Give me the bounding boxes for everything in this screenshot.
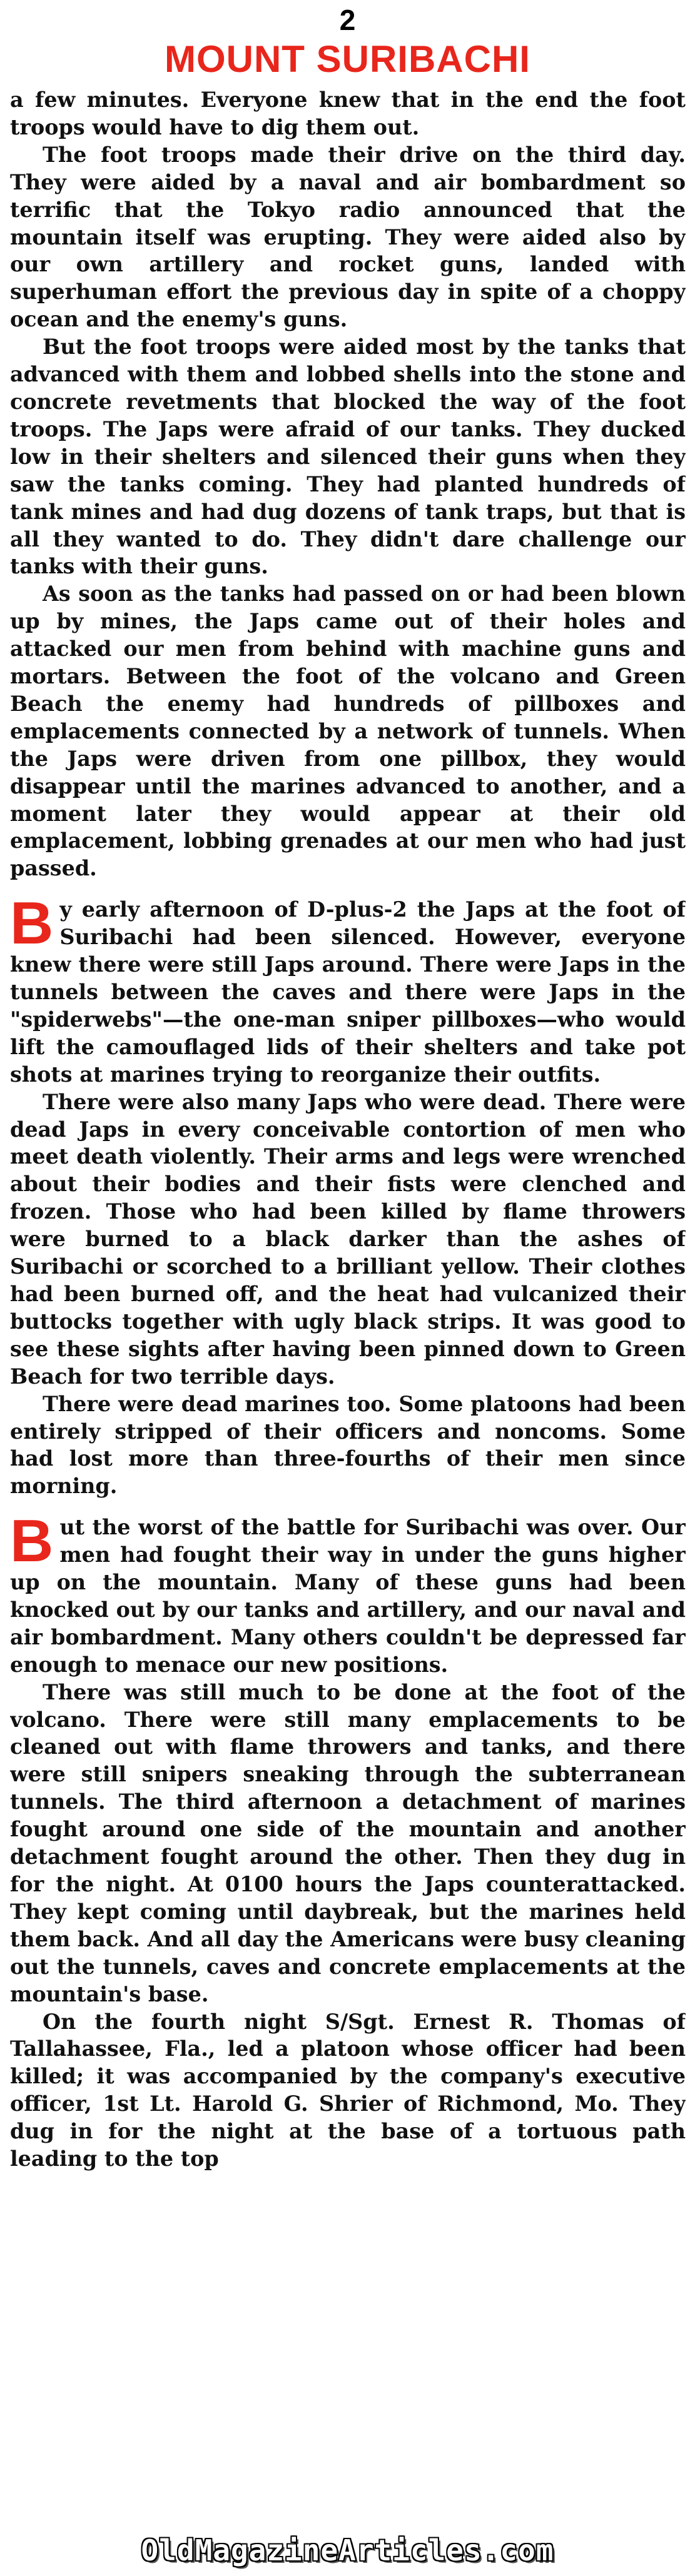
paragraph: There was still much to be done at the foot of the volcano. There were still many emplacements to be cleaned out with flame throwers and tanks, and there were still snipers sneaking through the subterranean tunnels. The third afternoon a detachment of marines fought around one side of the mountain and another detachment fought around the other. Then they dug in for the night. At 0100 hours the Japs counterattacked. They kept coming until daybreak, but the marines held them back. And all day the Americans were busy cleaning out the tunnels, caves and concrete emplacements at the mountain's base. xyxy=(10,1679,686,2006)
paragraph: The foot troops made their drive on the third day. They were aided by a naval and air bombardment so terrific that the Tokyo radio announced that the mountain itself was erupting. They were aided also by our own artillery and rocket guns, landed with superhuman effort the previous day in spite of a choppy ocean and the enemy's guns. xyxy=(10,142,686,332)
paragraph: On the fourth night S/Sgt. Ernest R. Thomas of Tallahassee, Fla., led a platoon whose officer had been killed; it was accompanied by the company's executive officer, 1st Lt. Harold G. Shrier of Richmond, Mo. They dug in for the night at the base of a tortuous path leading to the top xyxy=(10,2009,686,2171)
page-number: 2 xyxy=(339,4,356,36)
section-paragraph-d-plus-2 xyxy=(10,890,686,1088)
paragraph-text: y early afternoon of D-plus-2 the Japs at the foot of Suribachi had been silenced. However, everyone knew there were still Japs around. There were Japs in the tunnels between the caves and there were Japs in the "spiderwebs"—the one-man sniper pillboxes—who would lift the camouflaged lids of their shelters and take pot shots at marines trying to reorganize their outfits. xyxy=(10,897,686,1087)
drop-cap: B xyxy=(10,890,54,957)
paragraph: There were also many Japs who were dead. There were dead Japs in every conceivable contortion of men who meet death violently. Their arms and legs were wrenched about their bodies and their fists were clenched and frozen. Those who had been killed by flame throwers were burned to a black darker than the ashes of Suribachi or scorched to a brilliant yellow. Their clothes had been burned off, and the heat had vulcanized their buttocks together with ugly black strips. It was good to see these sights after having been pinned down to Green Beach for two terrible days. xyxy=(10,1089,686,1389)
paragraph: a few minutes. Everyone knew that in the end the foot troops would have to dig them out. xyxy=(10,88,686,139)
paragraph: But the foot troops were aided most by the tanks that advanced with them and lobbed shells into the stone and concrete revetments that blocked the way of the foot troops. The Japs were afraid of our tanks. They ducked low in their shelters and silenced their guns when they saw the tanks coming. They had planted hundreds of tank mines and had dug dozens of tank traps, but that is all they wanted to do. They didn't dare challenge our tanks with their guns. xyxy=(10,335,686,579)
paragraph: There were dead marines too. Some platoons had been entirely stripped of their officers and noncoms. Some had lost more than three-fourths of their men since morning. xyxy=(10,1391,686,1499)
paragraph: As soon as the tanks had passed on or had been blown up by mines, the Japs came out of their holes and attacked our men from behind with machine guns and mortars. Between the foot of the volcano and Green Beach the enemy had hundreds of pillboxes and emplacements connected by a network of tunnels. When the Japs were driven from one pillbox, they would disappear until the marines advanced to another, and a moment later they would appear at their old emplacement, lobbing grenades at our men who had just passed. xyxy=(10,581,686,881)
site-watermark: OldMagazineArticles.com xyxy=(141,2533,554,2567)
article-title: MOUNT SURIBACHI xyxy=(165,38,530,80)
drop-cap: B xyxy=(10,1507,54,1575)
section-paragraph-worst-over xyxy=(10,1507,686,1678)
paragraph-text: ut the worst of the battle for Suribachi was over. Our men had fought their way in under the guns higher up on the mountain. Many of these guns had been knocked out by our tanks and artillery, and our naval and air bombardment. Many others couldn't be depressed far enough to menace our new positions. xyxy=(10,1515,686,1677)
article-body xyxy=(10,86,686,2512)
